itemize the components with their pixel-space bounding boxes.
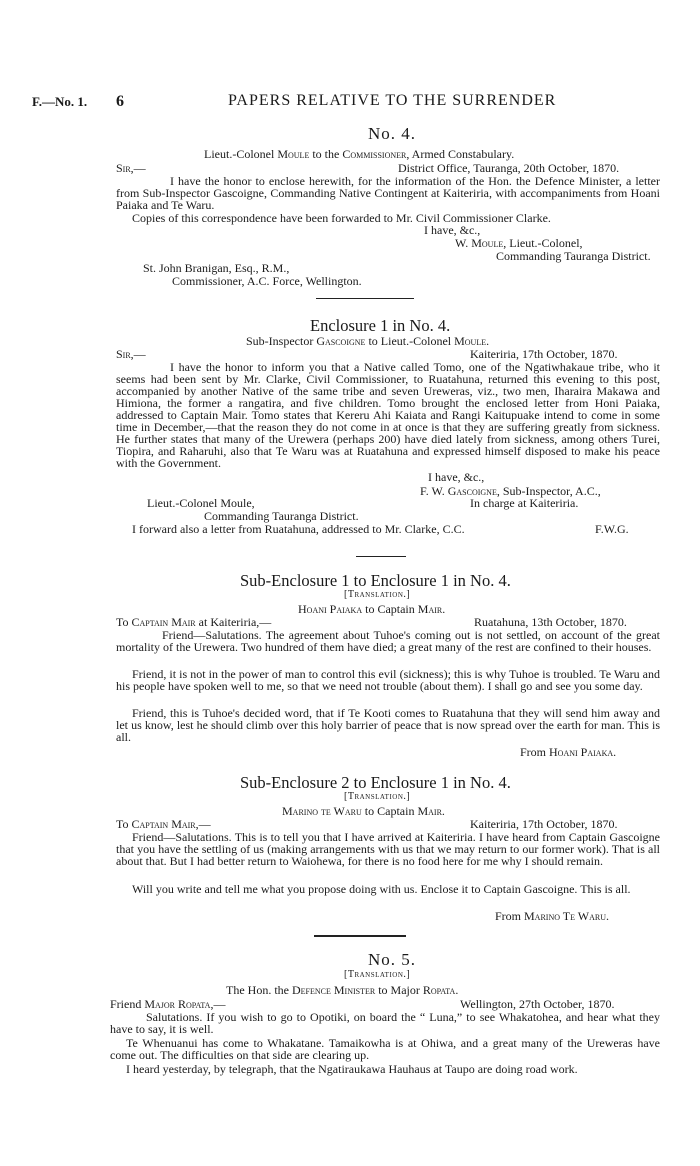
no4-place-date: District Office, Tauranga, 20th October, 1870.: [398, 161, 620, 175]
enc1-place-date: Kaiteriria, 17th October, 1870.: [470, 347, 618, 361]
no4-addressee-2: Commissioner, A.C. Force, Wellington.: [172, 274, 362, 288]
enc1-from-line: Sub-Inspector Gascoigne to Lieut.-Colonel Moule.: [246, 334, 490, 348]
sub2-signature: From Marino Te Waru.: [495, 909, 610, 923]
sub1-translation-note: [Translation.]: [344, 589, 411, 600]
page-number: 6: [116, 93, 124, 110]
sub1-to-line: To Captain Mair at Kaiteriria,—: [116, 615, 272, 629]
enc1-closing: I have, &c.,: [428, 470, 485, 484]
enc1-salutation: Sir,—: [116, 347, 146, 361]
enc1-postscript: I forward also a letter from Ruatahuna, addressed to Mr. Clarke, C.C.: [132, 522, 465, 536]
document-reference: F.—No. 1.: [32, 94, 88, 109]
no5-paragraph-1: Salutations. If you wish to go to Opotiki, on board the “ Luna,” to see Whakatohea, and hear what they have to say, it is well.: [110, 1010, 660, 1036]
no4-signature-role: Commanding Tauranga District.: [496, 249, 651, 263]
enc1-initials: F.W.G.: [595, 522, 629, 536]
section-divider: [356, 556, 406, 557]
no4-body: I have the honor to enclose herewith, for the information of the Hon. the Defence Minister, a letter from Sub-Inspector Gascoigne, Commanding Native Contingent at Kaiteriria, with accompaniments from Hoani Paiaka and Te Waru.: [116, 174, 660, 212]
sub1-paragraph-2: Friend, it is not in the power of man to control this evil (sickness); this is why Tuhoe is troubled. Te Waru and his people have spoken well to me, so that we need not trouble (about them). I shall go and see you some day.: [116, 667, 660, 693]
sub1-from-line: Hoani Paiaka to Captain Mair.: [298, 602, 446, 616]
section-divider: [314, 935, 406, 937]
sub2-place-date: Kaiteriria, 17th October, 1870.: [470, 817, 618, 831]
no4-from-line: Lieut.-Colonel Moule to the Commissioner, Armed Constabulary.: [204, 147, 515, 161]
no5-paragraph-3: I heard yesterday, by telegraph, that the Ngatiraukawa Hauhaus at Taupo are doing road work.: [126, 1062, 578, 1076]
enc1-addressee-2: Commanding Tauranga District.: [204, 509, 359, 523]
no5-to-line: Friend Major Ropata,—: [110, 997, 226, 1011]
page-title: PAPERS RELATIVE TO THE SURRENDER: [228, 92, 557, 109]
no4-addressee-1: St. John Branigan, Esq., R.M.,: [143, 261, 290, 275]
no5-paragraph-2: Te Whenuanui has come to Whakatane. Tamaikowha is at Ohiwa, and a great many of the Ureweras have come out. The difficulties on that side are clearing up.: [110, 1036, 660, 1062]
no4-closing: I have, &c.,: [424, 223, 481, 237]
no4-salutation: Sir,—: [116, 161, 146, 175]
sub2-heading: Sub-Enclosure 2 to Enclosure 1 in No. 4.: [240, 773, 511, 792]
no4-signature: W. Moule, Lieut.-Colonel,: [455, 236, 583, 250]
sub1-place-date: Ruatahuna, 13th October, 1870.: [474, 615, 627, 629]
sub1-signature: From Hoani Paiaka.: [520, 745, 617, 759]
sub2-paragraph-1: Friend—Salutations. This is to tell you that I have arrived at Kaiteriria. I have heard from Captain Gascoigne that you have the settling of us (making arrangements with us that we may return to our former work). That is all about that. But I had better return to Waiohewa, for there is no food here for me why I should remain.: [116, 830, 660, 868]
no5-translation-note: [Translation.]: [344, 969, 411, 980]
sub2-from-line: Marino te Waru to Captain Mair.: [282, 804, 445, 818]
sub2-translation-note: [Translation.]: [344, 791, 411, 802]
enc1-signature-role: In charge at Kaiteriria.: [470, 496, 579, 510]
sub1-paragraph-3: Friend, this is Tuhoe's decided word, that if Te Kooti comes to Ruatahuna that they will send him away and let us know, lest he should climb over this holy barrier of peace that is now spread over the earth for man. This is all.: [116, 706, 660, 744]
enc1-body: I have the honor to inform you that a Native called Tomo, one of the Ngatiwhakaue tribe, who it seems had been sent by Mr. Clarke, Civil Commissioner, to Ruatahuna, returned this evening to this post, accompanied by another Native of the same tribe and seven Ureweras, viz., two men, Iharaira Makawa and Himiona, the former a rangatira, and five children. Tomo brought the enclosed letter from Honi Paiaka, addressed to Captain Mair. Tomo states that Kereru Ahi Kaiata and Rangi Kaitupuake intend to come in some time in December,—that the reason they do not come in at once is that they are suffering greatly from sickness. He further states that many of the Urewera (perhaps 200) have died lately from sickness, among others Turei, Tiopira, and Raharuhi, also that Te Waru was at Ruatahuna and expressed himself disposed to make his peace with the Government.: [116, 360, 660, 470]
sub2-to-line: To Captain Mair,—: [116, 817, 211, 831]
sub1-heading: Sub-Enclosure 1 to Enclosure 1 in No. 4.: [240, 571, 511, 590]
no5-place-date: Wellington, 27th October, 1870.: [460, 997, 615, 1011]
no4-heading: No. 4.: [368, 124, 417, 143]
enc1-addressee-1: Lieut.-Colonel Moule,: [147, 496, 255, 510]
sub2-paragraph-2: Will you write and tell me what you propose doing with us. Enclose it to Captain Gascoigne. This is all.: [132, 882, 631, 896]
no4-body-2: Copies of this correspondence have been forwarded to Mr. Civil Commissioner Clarke.: [132, 211, 551, 225]
no5-from-line: The Hon. the Defence Minister to Major Ropata.: [226, 983, 459, 997]
section-divider: [316, 298, 414, 299]
no5-heading: No. 5.: [368, 950, 417, 969]
enc1-heading: Enclosure 1 in No. 4.: [310, 316, 451, 335]
sub1-paragraph-1: Friend—Salutations. The agreement about Tuhoe's coming out is not settled, on account of the great mortality of the Urewera. Two hundred of them have died; a great many of the rest are confined to their houses.: [116, 628, 660, 654]
enc1-signature: F. W. Gascoigne, Sub-Inspector, A.C.,: [420, 484, 601, 498]
